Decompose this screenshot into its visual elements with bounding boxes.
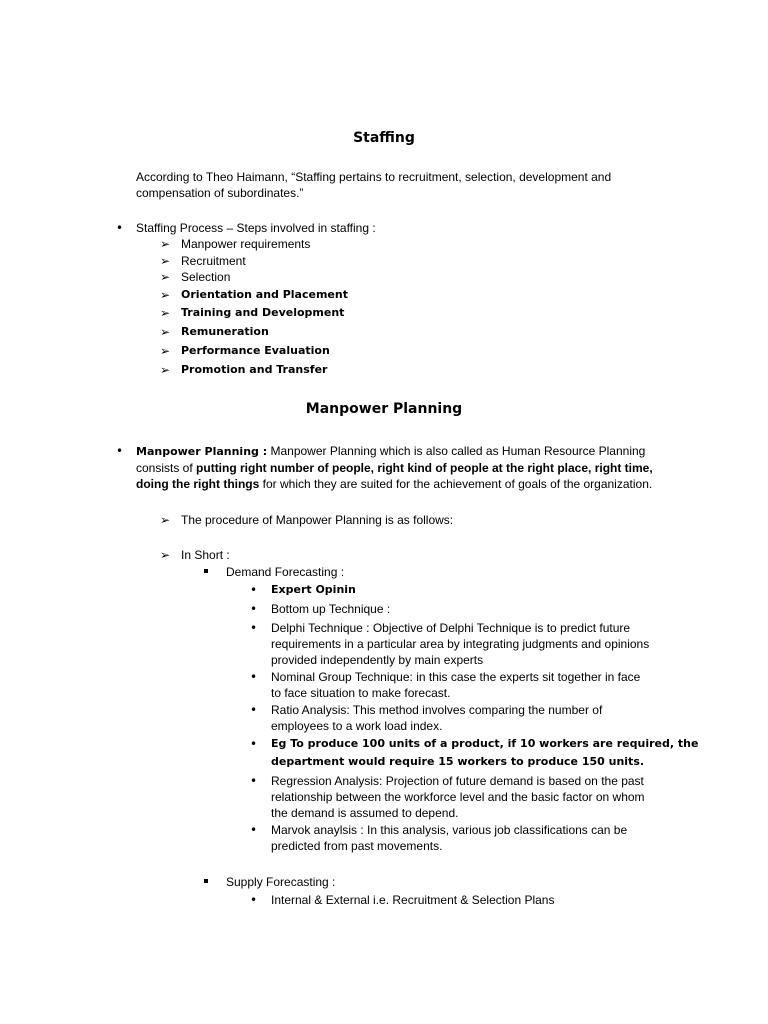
square-bullet-icon [204,569,208,573]
demand-item-eg: department would require 15 workers to produce 150 units. [271,755,645,768]
arrow-bullet-icon: ➢ [160,513,171,527]
mp-line-3 [136,476,652,493]
mp-line-1 [136,443,645,461]
bullet-icon: • [116,221,124,235]
bullet-icon: • [250,893,258,907]
bullet-icon: • [250,602,258,616]
quote-line-1: According to Theo Haimann, “Staffing pertains to recruitment, selection, development and [136,170,612,184]
process-item: Remuneration [181,325,269,338]
mp-line-2 [136,460,653,477]
demand-item-delphi: provided independently by main experts [271,653,484,667]
bullet-icon: • [250,703,258,717]
mp-line-3-text: for which they are suited for the achievement of goals of the organization. [259,477,653,491]
arrow-bullet-icon: ➢ [160,306,171,320]
demand-item-nominal: Nominal Group Technique: in this case the experts sit together in face [271,670,641,684]
arrow-bullet-icon: ➢ [160,254,171,268]
heading-staffing: Staffing [353,130,415,146]
arrow-bullet-icon: ➢ [160,363,171,377]
procedure-text: The procedure of Manpower Planning is as follows: [181,513,454,527]
mp-label: Manpower Planning : [136,445,268,458]
demand-item-marvok: predicted from past movements. [271,839,443,853]
arrow-bullet-icon: ➢ [160,270,171,284]
square-bullet-icon [204,879,208,883]
arrow-bullet-icon: ➢ [160,344,171,358]
arrow-bullet-icon: ➢ [160,288,171,302]
supply-heading: Supply Forecasting : [226,875,336,889]
process-item: Orientation and Placement [181,288,348,301]
bullet-icon: • [250,774,258,788]
process-heading: Staffing Process – Steps involved in staffing : [136,221,376,235]
arrow-bullet-icon: ➢ [160,325,171,339]
demand-item-expert: Expert Opinin [271,583,356,596]
demand-item-delphi: Delphi Technique : Objective of Delphi Technique is to predict future [271,621,631,635]
process-item: Promotion and Transfer [181,363,328,376]
mp-line-1-text: Manpower Planning which is also called as Human Resource Planning [267,444,646,458]
demand-heading: Demand Forecasting : [226,565,345,579]
demand-item-regression: the demand is assumed to depend. [271,806,459,820]
mp-line-2-text: consists of [136,461,197,475]
demand-item-delphi: requirements in a particular area by integrating judgments and opinions [271,637,650,651]
demand-item-regression: Regression Analysis: Projection of future demand is based on the past [271,774,644,788]
arrow-bullet-icon: ➢ [160,548,171,562]
in-short-text: In Short : [181,548,230,562]
demand-item-bottom-up: Bottom up Technique : [271,602,391,616]
demand-item-regression: relationship between the workforce level and the basic factor on whom [271,790,645,804]
demand-item-eg: Eg To produce 100 units of a product, if 10 workers are required, the [271,737,699,750]
mp-line-3-bold: doing the right things [136,477,260,491]
arrow-bullet-icon: ➢ [160,237,171,251]
bullet-icon: • [250,823,258,837]
process-item: Selection [181,270,231,284]
mp-line-2-bold: putting right number of people, right kind of people at the right place, right time, [196,461,653,475]
process-item: Manpower requirements [181,237,311,251]
bullet-icon: • [116,444,124,458]
bullet-icon: • [250,670,258,684]
bullet-icon: • [250,583,258,597]
process-item: Recruitment [181,254,246,268]
heading-manpower-planning: Manpower Planning [305,401,463,417]
quote-line-2: compensation of subordinates.” [136,186,304,200]
demand-item-ratio: employees to a work load index. [271,719,443,733]
demand-item-marvok: Marvok anaylsis : In this analysis, various job classifications can be [271,823,628,837]
demand-item-ratio: Ratio Analysis: This method involves comparing the number of [271,703,603,717]
supply-item: Internal & External i.e. Recruitment & Selection Plans [271,893,555,907]
bullet-icon: • [250,621,258,635]
process-item: Training and Development [181,306,345,319]
demand-item-nominal: to face situation to make forecast. [271,686,451,700]
bullet-icon: • [250,737,258,751]
process-item: Performance Evaluation [181,344,330,357]
